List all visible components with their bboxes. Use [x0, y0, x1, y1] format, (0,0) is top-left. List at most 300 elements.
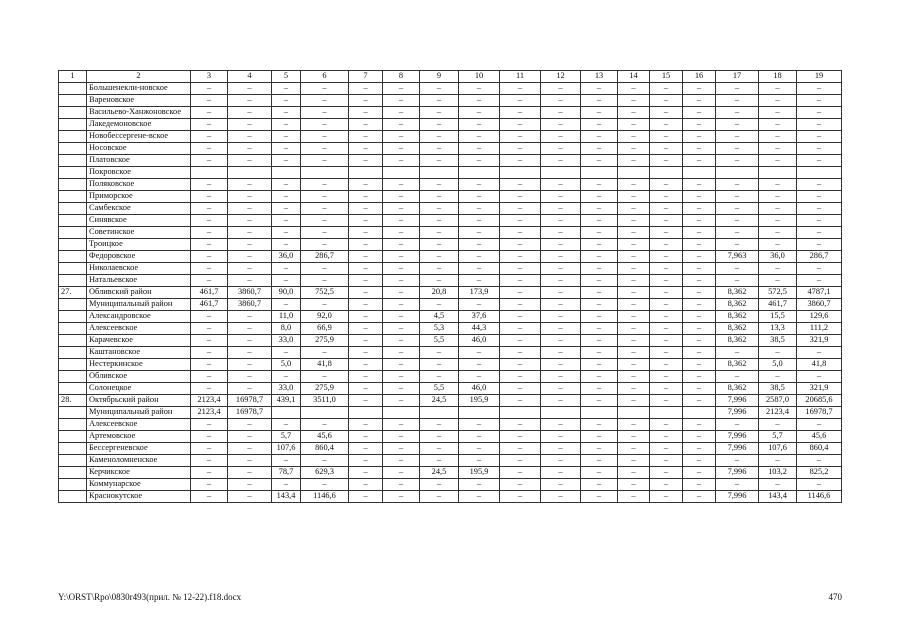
- value-cell: –: [301, 347, 349, 359]
- value-cell: –: [420, 155, 459, 167]
- value-cell: –: [683, 215, 716, 227]
- value-cell: –: [797, 275, 842, 287]
- value-cell: –: [349, 455, 383, 467]
- value-cell: [650, 167, 683, 179]
- value-cell: –: [420, 179, 459, 191]
- name-cell: Самбекское: [87, 203, 191, 215]
- value-cell: –: [301, 203, 349, 215]
- table-row: [59, 419, 842, 431]
- value-cell: –: [383, 359, 420, 371]
- row-number-cell: [59, 131, 87, 143]
- value-cell: –: [191, 251, 228, 263]
- value-cell: 16978,7: [228, 395, 272, 407]
- value-cell: –: [420, 479, 459, 491]
- data-table: [58, 70, 842, 503]
- value-cell: 24,5: [420, 467, 459, 479]
- value-cell: 20685,6: [797, 395, 842, 407]
- value-cell: –: [716, 275, 759, 287]
- value-cell: –: [500, 215, 541, 227]
- header-row: [59, 71, 842, 83]
- table-row: [59, 275, 842, 287]
- value-cell: –: [459, 299, 500, 311]
- value-cell: –: [759, 371, 797, 383]
- value-cell: 7,996: [716, 431, 759, 443]
- value-cell: [301, 167, 349, 179]
- value-cell: –: [581, 191, 618, 203]
- value-cell: –: [581, 275, 618, 287]
- name-cell: Муниципальный район: [87, 299, 191, 311]
- value-cell: –: [650, 299, 683, 311]
- value-cell: –: [228, 155, 272, 167]
- value-cell: –: [650, 215, 683, 227]
- value-cell: –: [383, 227, 420, 239]
- value-cell: –: [618, 395, 650, 407]
- value-cell: –: [228, 215, 272, 227]
- row-number-cell: [59, 119, 87, 131]
- value-cell: –: [683, 431, 716, 443]
- value-cell: –: [272, 83, 301, 95]
- value-cell: –: [272, 215, 301, 227]
- value-cell: –: [683, 335, 716, 347]
- value-cell: –: [383, 251, 420, 263]
- value-cell: –: [759, 155, 797, 167]
- value-cell: –: [191, 311, 228, 323]
- value-cell: [272, 167, 301, 179]
- table-row: [59, 407, 842, 419]
- value-cell: –: [581, 299, 618, 311]
- value-cell: –: [383, 179, 420, 191]
- value-cell: 36,0: [272, 251, 301, 263]
- value-cell: –: [683, 371, 716, 383]
- value-cell: 275,9: [301, 335, 349, 347]
- value-cell: 90,0: [272, 287, 301, 299]
- value-cell: –: [618, 155, 650, 167]
- value-cell: –: [541, 263, 581, 275]
- value-cell: 78,7: [272, 467, 301, 479]
- value-cell: –: [716, 119, 759, 131]
- value-cell: –: [650, 239, 683, 251]
- value-cell: –: [581, 359, 618, 371]
- value-cell: –: [618, 251, 650, 263]
- value-cell: –: [797, 371, 842, 383]
- value-cell: –: [683, 83, 716, 95]
- value-cell: –: [459, 131, 500, 143]
- value-cell: –: [191, 431, 228, 443]
- value-cell: –: [618, 227, 650, 239]
- value-cell: [683, 167, 716, 179]
- value-cell: –: [272, 179, 301, 191]
- value-cell: –: [191, 191, 228, 203]
- value-cell: –: [349, 191, 383, 203]
- value-cell: –: [383, 443, 420, 455]
- table-row: [59, 443, 842, 455]
- value-cell: –: [349, 203, 383, 215]
- value-cell: –: [459, 431, 500, 443]
- value-cell: –: [500, 131, 541, 143]
- table-row: [59, 167, 842, 179]
- value-cell: –: [618, 455, 650, 467]
- value-cell: –: [618, 431, 650, 443]
- value-cell: –: [500, 335, 541, 347]
- value-cell: [228, 167, 272, 179]
- value-cell: –: [650, 143, 683, 155]
- value-cell: –: [716, 455, 759, 467]
- value-cell: –: [650, 119, 683, 131]
- value-cell: –: [383, 95, 420, 107]
- value-cell: 143,4: [759, 491, 797, 503]
- value-cell: –: [459, 455, 500, 467]
- table-row: [59, 83, 842, 95]
- row-number-cell: [59, 335, 87, 347]
- value-cell: –: [191, 455, 228, 467]
- value-cell: –: [797, 131, 842, 143]
- value-cell: –: [383, 155, 420, 167]
- row-number-cell: [59, 155, 87, 167]
- table-row: [59, 239, 842, 251]
- value-cell: –: [650, 347, 683, 359]
- value-cell: –: [500, 347, 541, 359]
- value-cell: –: [759, 107, 797, 119]
- value-cell: [420, 407, 459, 419]
- value-cell: –: [500, 155, 541, 167]
- value-cell: –: [581, 419, 618, 431]
- value-cell: –: [541, 455, 581, 467]
- value-cell: 15,5: [759, 311, 797, 323]
- column-header: 16: [683, 71, 716, 83]
- value-cell: –: [420, 455, 459, 467]
- value-cell: –: [459, 347, 500, 359]
- value-cell: –: [420, 431, 459, 443]
- name-cell: Большенекли-новское: [87, 83, 191, 95]
- column-header: 3: [191, 71, 228, 83]
- value-cell: –: [716, 95, 759, 107]
- row-number-cell: [59, 479, 87, 491]
- value-cell: 5,0: [272, 359, 301, 371]
- value-cell: –: [618, 215, 650, 227]
- value-cell: 24,5: [420, 395, 459, 407]
- value-cell: –: [500, 287, 541, 299]
- value-cell: [459, 167, 500, 179]
- value-cell: 5,7: [272, 431, 301, 443]
- value-cell: 825,2: [797, 467, 842, 479]
- value-cell: –: [301, 131, 349, 143]
- value-cell: –: [618, 359, 650, 371]
- row-number-cell: [59, 347, 87, 359]
- value-cell: –: [301, 95, 349, 107]
- table-row: [59, 299, 842, 311]
- value-cell: –: [420, 491, 459, 503]
- value-cell: –: [301, 227, 349, 239]
- value-cell: –: [459, 263, 500, 275]
- value-cell: –: [500, 299, 541, 311]
- value-cell: 286,7: [797, 251, 842, 263]
- value-cell: –: [191, 323, 228, 335]
- value-cell: –: [500, 395, 541, 407]
- value-cell: –: [650, 395, 683, 407]
- value-cell: –: [301, 143, 349, 155]
- value-cell: –: [797, 95, 842, 107]
- value-cell: [383, 167, 420, 179]
- value-cell: –: [420, 239, 459, 251]
- table-row: [59, 371, 842, 383]
- value-cell: 7,996: [716, 491, 759, 503]
- value-cell: –: [349, 395, 383, 407]
- value-cell: –: [618, 275, 650, 287]
- table-row: [59, 467, 842, 479]
- value-cell: –: [191, 443, 228, 455]
- value-cell: –: [228, 419, 272, 431]
- value-cell: –: [650, 275, 683, 287]
- value-cell: –: [420, 191, 459, 203]
- value-cell: 92,0: [301, 311, 349, 323]
- value-cell: –: [383, 323, 420, 335]
- value-cell: –: [683, 491, 716, 503]
- value-cell: –: [272, 119, 301, 131]
- value-cell: –: [500, 431, 541, 443]
- value-cell: –: [301, 191, 349, 203]
- column-header: 10: [459, 71, 500, 83]
- value-cell: –: [301, 107, 349, 119]
- value-cell: –: [650, 311, 683, 323]
- value-cell: –: [459, 443, 500, 455]
- value-cell: –: [541, 419, 581, 431]
- value-cell: –: [716, 239, 759, 251]
- row-number-cell: [59, 95, 87, 107]
- value-cell: –: [581, 431, 618, 443]
- table-row: [59, 119, 842, 131]
- value-cell: –: [272, 191, 301, 203]
- name-cell: Алексеевское: [87, 419, 191, 431]
- value-cell: 38,5: [759, 383, 797, 395]
- value-cell: –: [459, 227, 500, 239]
- name-cell: Обливский район: [87, 287, 191, 299]
- value-cell: –: [420, 299, 459, 311]
- value-cell: –: [349, 311, 383, 323]
- row-number-cell: [59, 455, 87, 467]
- table-row: [59, 395, 842, 407]
- value-cell: –: [383, 419, 420, 431]
- table-row: [59, 323, 842, 335]
- value-cell: –: [191, 95, 228, 107]
- value-cell: –: [541, 443, 581, 455]
- value-cell: –: [272, 299, 301, 311]
- value-cell: –: [581, 155, 618, 167]
- value-cell: –: [797, 107, 842, 119]
- row-number-cell: [59, 383, 87, 395]
- value-cell: –: [541, 287, 581, 299]
- row-number-cell: [59, 491, 87, 503]
- row-number-cell: [59, 407, 87, 419]
- value-cell: –: [716, 203, 759, 215]
- value-cell: –: [618, 311, 650, 323]
- value-cell: –: [191, 359, 228, 371]
- value-cell: –: [683, 299, 716, 311]
- value-cell: –: [301, 263, 349, 275]
- value-cell: –: [459, 419, 500, 431]
- value-cell: 8,362: [716, 299, 759, 311]
- value-cell: 45,6: [797, 431, 842, 443]
- value-cell: –: [228, 335, 272, 347]
- value-cell: –: [500, 491, 541, 503]
- row-number-cell: [59, 191, 87, 203]
- name-cell: Карачевское: [87, 335, 191, 347]
- value-cell: –: [459, 119, 500, 131]
- value-cell: –: [716, 131, 759, 143]
- value-cell: –: [420, 131, 459, 143]
- value-cell: –: [797, 263, 842, 275]
- value-cell: –: [272, 131, 301, 143]
- value-cell: –: [500, 479, 541, 491]
- value-cell: –: [581, 311, 618, 323]
- value-cell: –: [272, 275, 301, 287]
- value-cell: –: [618, 95, 650, 107]
- value-cell: –: [349, 95, 383, 107]
- value-cell: –: [228, 263, 272, 275]
- value-cell: –: [618, 371, 650, 383]
- value-cell: –: [759, 275, 797, 287]
- table-row: [59, 491, 842, 503]
- row-number-cell: 27.: [59, 287, 87, 299]
- value-cell: –: [797, 455, 842, 467]
- value-cell: –: [301, 179, 349, 191]
- value-cell: –: [228, 383, 272, 395]
- value-cell: 8,362: [716, 335, 759, 347]
- value-cell: –: [618, 419, 650, 431]
- row-number-cell: [59, 107, 87, 119]
- value-cell: –: [581, 443, 618, 455]
- value-cell: –: [716, 155, 759, 167]
- value-cell: –: [650, 251, 683, 263]
- name-cell: Бессергеневское: [87, 443, 191, 455]
- value-cell: –: [650, 491, 683, 503]
- value-cell: –: [618, 191, 650, 203]
- value-cell: –: [349, 287, 383, 299]
- value-cell: 11,0: [272, 311, 301, 323]
- value-cell: –: [618, 131, 650, 143]
- value-cell: –: [683, 131, 716, 143]
- value-cell: 461,7: [759, 299, 797, 311]
- value-cell: –: [191, 371, 228, 383]
- value-cell: –: [228, 203, 272, 215]
- value-cell: –: [500, 455, 541, 467]
- value-cell: –: [581, 383, 618, 395]
- value-cell: –: [650, 431, 683, 443]
- value-cell: –: [383, 299, 420, 311]
- value-cell: –: [650, 455, 683, 467]
- value-cell: –: [797, 203, 842, 215]
- value-cell: –: [618, 323, 650, 335]
- value-cell: –: [541, 119, 581, 131]
- value-cell: –: [459, 275, 500, 287]
- value-cell: –: [228, 479, 272, 491]
- value-cell: –: [349, 323, 383, 335]
- value-cell: –: [191, 143, 228, 155]
- table-row: [59, 251, 842, 263]
- column-header: 17: [716, 71, 759, 83]
- value-cell: 8,362: [716, 311, 759, 323]
- value-cell: –: [716, 263, 759, 275]
- value-cell: –: [383, 467, 420, 479]
- value-cell: –: [650, 227, 683, 239]
- value-cell: 461,7: [191, 287, 228, 299]
- value-cell: –: [272, 155, 301, 167]
- name-cell: Каменоломненское: [87, 455, 191, 467]
- value-cell: –: [228, 131, 272, 143]
- value-cell: –: [650, 131, 683, 143]
- value-cell: 20,8: [420, 287, 459, 299]
- value-cell: –: [581, 227, 618, 239]
- value-cell: –: [420, 371, 459, 383]
- value-cell: –: [683, 239, 716, 251]
- value-cell: –: [383, 431, 420, 443]
- value-cell: 37,6: [459, 311, 500, 323]
- value-cell: –: [500, 467, 541, 479]
- value-cell: –: [420, 203, 459, 215]
- value-cell: 572,5: [759, 287, 797, 299]
- value-cell: –: [383, 371, 420, 383]
- value-cell: 41,8: [301, 359, 349, 371]
- value-cell: –: [349, 275, 383, 287]
- value-cell: –: [228, 239, 272, 251]
- value-cell: –: [650, 287, 683, 299]
- value-cell: 321,9: [797, 383, 842, 395]
- value-cell: –: [420, 275, 459, 287]
- value-cell: –: [581, 107, 618, 119]
- table-row: [59, 203, 842, 215]
- value-cell: –: [228, 251, 272, 263]
- row-number-cell: [59, 215, 87, 227]
- value-cell: 860,4: [797, 443, 842, 455]
- value-cell: –: [191, 83, 228, 95]
- value-cell: 7,996: [716, 443, 759, 455]
- value-cell: –: [716, 179, 759, 191]
- table-row: [59, 383, 842, 395]
- value-cell: –: [459, 479, 500, 491]
- value-cell: –: [191, 263, 228, 275]
- column-header: 4: [228, 71, 272, 83]
- value-cell: 33,0: [272, 335, 301, 347]
- value-cell: –: [650, 179, 683, 191]
- value-cell: –: [500, 275, 541, 287]
- value-cell: –: [759, 179, 797, 191]
- value-cell: –: [420, 251, 459, 263]
- value-cell: –: [683, 119, 716, 131]
- table-row: [59, 263, 842, 275]
- name-cell: Натальевское: [87, 275, 191, 287]
- value-cell: –: [383, 203, 420, 215]
- value-cell: 286,7: [301, 251, 349, 263]
- value-cell: 7,996: [716, 395, 759, 407]
- value-cell: –: [349, 359, 383, 371]
- name-cell: Александровское: [87, 311, 191, 323]
- value-cell: –: [349, 335, 383, 347]
- table-row: [59, 287, 842, 299]
- value-cell: –: [618, 263, 650, 275]
- value-cell: –: [581, 119, 618, 131]
- value-cell: –: [228, 467, 272, 479]
- value-cell: –: [420, 263, 459, 275]
- value-cell: –: [500, 371, 541, 383]
- value-cell: 143,4: [272, 491, 301, 503]
- value-cell: [683, 407, 716, 419]
- value-cell: 629,3: [301, 467, 349, 479]
- value-cell: –: [349, 263, 383, 275]
- value-cell: –: [349, 347, 383, 359]
- value-cell: –: [716, 419, 759, 431]
- value-cell: –: [581, 239, 618, 251]
- value-cell: 195,9: [459, 395, 500, 407]
- value-cell: –: [272, 107, 301, 119]
